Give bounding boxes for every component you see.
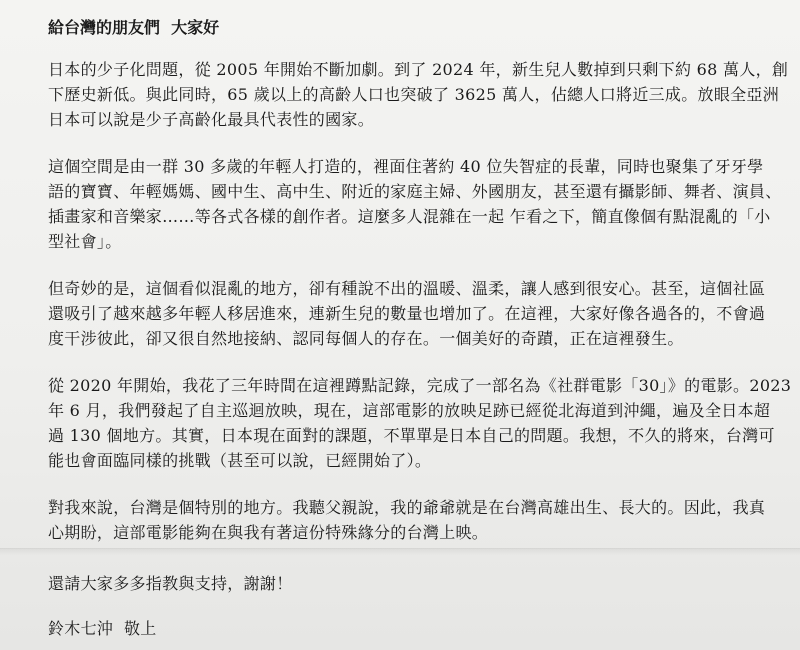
paragraph-2 bbox=[48, 154, 782, 254]
paragraph-line: 年 6 月，我們發起了自主巡迴放映，現在，這部電影的放映足跡已經從北海道到沖繩，遍及全日本超 bbox=[48, 401, 771, 420]
paragraph-line: 日本的少子化問題，從 2005 年開始不斷加劇。到了 2024 年，新生兒人數掉到只剩下約 68 萬人，創 bbox=[48, 60, 789, 79]
paragraph-4 bbox=[48, 373, 792, 473]
paragraph-line: 對我來說，台灣是個特別的地方。我聽父親說，我的爺爺就是在台灣高雄出生、長大的。因此，我真 bbox=[48, 498, 766, 517]
letter-signature: 鈴木七沖 敬上 bbox=[48, 619, 157, 638]
paragraph-line: 下歷史新低。與此同時，65 歲以上的高齡人口也突破了 3625 萬人，佔總人口將近三成。放眼全亞洲 bbox=[48, 85, 780, 104]
paragraph-line: 過 130 個地方。其實，日本現在面對的課題，不單單是日本自己的問題。我想，不久的將來，台灣可 bbox=[48, 426, 775, 445]
paragraph-line: 型社會」。 bbox=[48, 232, 122, 251]
paragraph-line: 能也會面臨同樣的挑戰（甚至可以說，已經開始了）。 bbox=[48, 451, 432, 470]
paragraph-line: 度干涉彼此，卻又很自然地接納、認同每個人的存在。一個美好的奇蹟，正在這裡發生。 bbox=[48, 329, 684, 348]
letter-closing: 還請大家多多指教與支持，謝謝！ bbox=[48, 574, 293, 593]
paragraph-line: 插畫家和音樂家……等各式各樣的創作者。這麼多人混雜在一起 乍看之下，簡直像個有點混亂的「小 bbox=[48, 207, 771, 226]
paragraph-line: 這個空間是由一群 30 多歲的年輕人打造的，裡面住著約 40 位失智症的長輩，同時也聚集了牙牙學 bbox=[48, 157, 764, 176]
paragraph-line: 心期盼，這部電影能夠在與我有著這份特殊緣分的台灣上映。 bbox=[48, 523, 489, 542]
paragraph-1 bbox=[48, 57, 789, 132]
paragraph-line: 從 2020 年開始，我花了三年時間在這裡蹲點記錄，完成了一部名為《社群電影「30」》的電影。2023 bbox=[48, 376, 792, 395]
paragraph-line: 語的寶寶、年輕媽媽、國中生、高中生、附近的家庭主婦、外國朋友，甚至還有攝影師、舞者、演員、 bbox=[48, 182, 782, 201]
letter-greeting: 給台灣的朋友們 大家好 bbox=[48, 18, 220, 37]
paragraph-line: 日本可以說是少子高齡化最具代表性的國家。 bbox=[48, 110, 375, 129]
paragraph-line: 還吸引了越來越多年輕人移居進來，連新生兒的數量也增加了。在這裡，大家好像各過各的，不會過 bbox=[48, 304, 766, 323]
letter-body bbox=[48, 16, 792, 641]
paragraph-line: 但奇妙的是，這個看似混亂的地方，卻有種說不出的溫暖、溫柔，讓人感到很安心。甚至，這個社區 bbox=[48, 279, 766, 298]
paragraph-3 bbox=[48, 276, 768, 351]
paragraph-5 bbox=[48, 495, 768, 545]
